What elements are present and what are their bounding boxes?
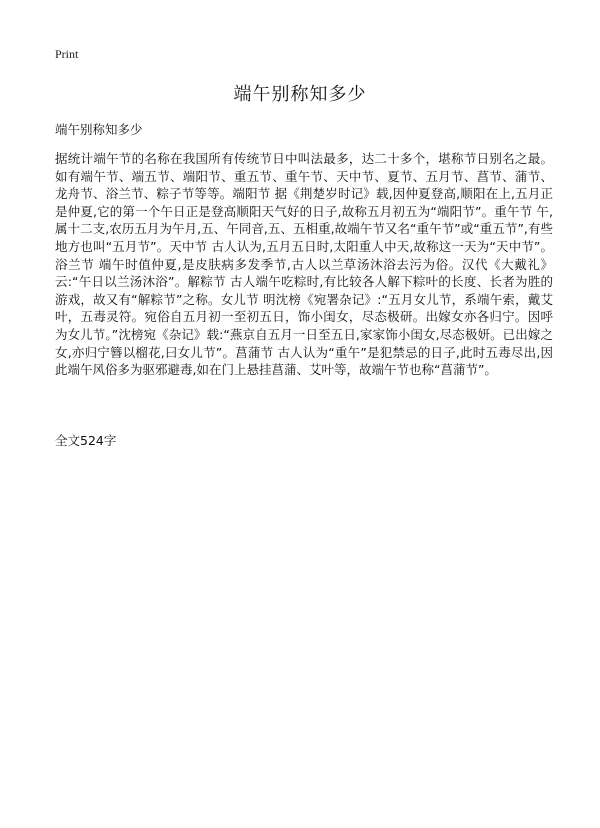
word-count: 全文524字: [55, 433, 117, 448]
article-subtitle: 端午别称知多少: [55, 122, 143, 137]
article-body: 据统计端午节的名称在我国所有传统节日中叫法最多，达二十多个，堪称节日别名之最。如有端午节、端五节、端阳节、重五节、重午节、天中节、夏节、五月节、菖节、蒲节、龙舟节、浴兰节、粽子节等等。端阳节 据《荆楚岁时记》载,因仲夏登高,顺阳在上,五月正是仲夏,它的第一个午日正是登高顺阳天气好的日子,故称五月初五为“端阳节”。重午节 午,属十二支,农历五月为午月,五、午同音,五、五相重,故端午节又名“重午节”或“重五节”,有些地方也叫“五月节”。天中节 古人认为,五月五日时,太阳重人中天,故称这一天为“天中节”。浴兰节 端午时值仲夏,是皮肤病多发季节,古人以兰草汤沐浴去污为俗。汉代《大戴礼》云:“午日以兰汤沐浴”。解粽节 古人端午吃粽时,有比较各人解下粽叶的长度、长者为胜的游戏，故又有“解粽节”之称。女儿节 明沈榜《宛署杂记》:“五月女儿节，系端午索，戴艾叶，五毒灵符。宛俗自五月初一至初五日，饰小闺女，尽态极研。出嫁女亦各归宁。因呼为女儿节。”沈榜宛《杂记》载:“燕京自五月一日至五日,家家饰小闺女,尽态极妍。已出嫁之女,亦归宁簪以榴花,曰女儿节”。菖蒲节 古人认为“重午”是犯禁忌的日子,此时五毒尽出,因此端午风俗多为驱邪避毒,如在门上悬挂菖蒲、艾叶等，故端午节也称“菖蒲节”。: [55, 151, 553, 378]
print-link[interactable]: Print: [55, 47, 79, 61]
page-title: 端午别称知多少: [233, 84, 367, 105]
